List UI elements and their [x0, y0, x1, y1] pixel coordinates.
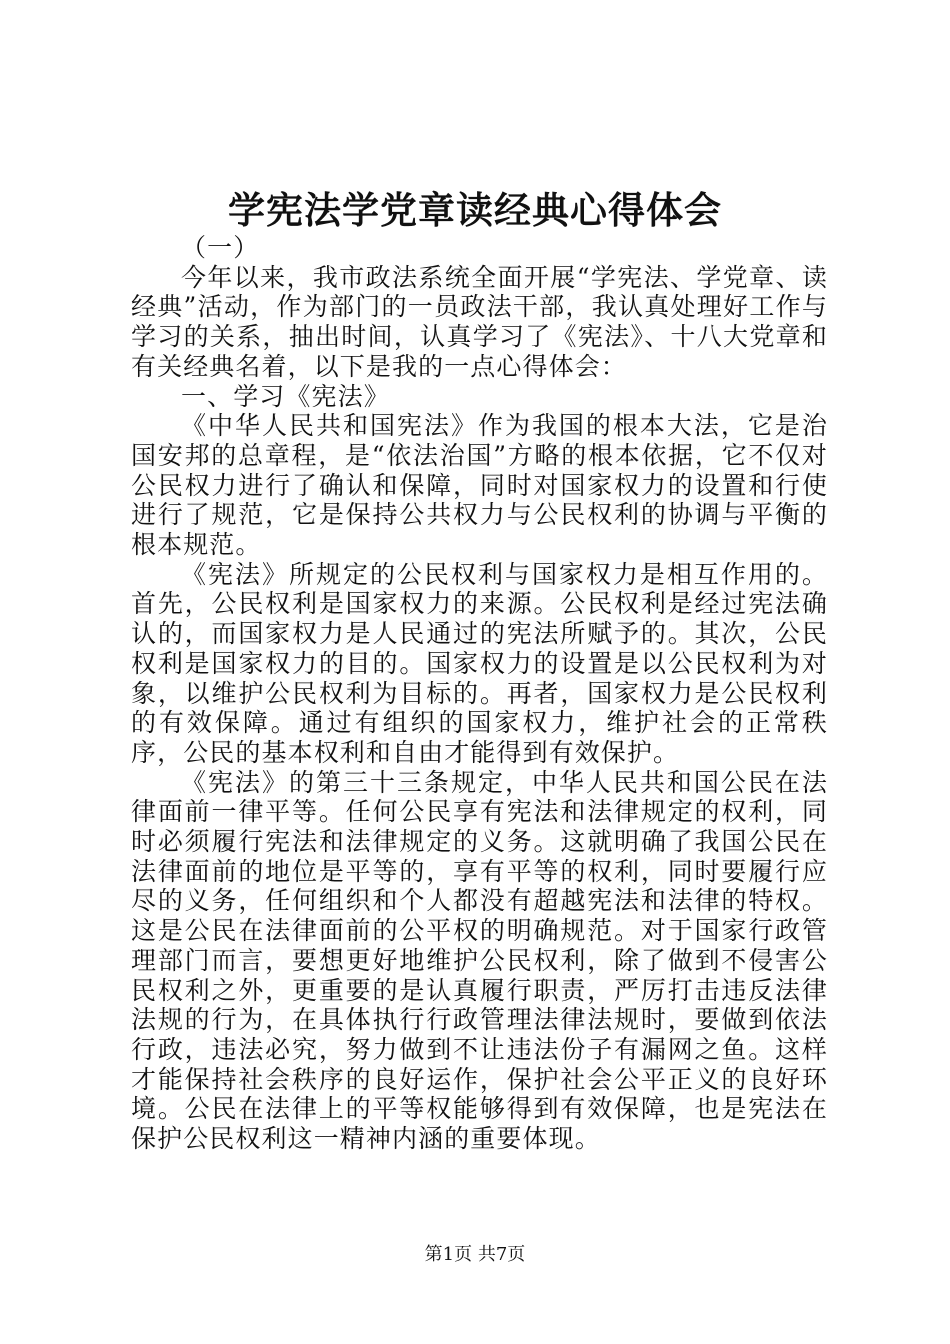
body-paragraph: 《中华人民共和国宪法》作为我国的根本大法，它是治国安邦的总章程，是“依法治国”方略的根本依据，它不仅对公民权力进行了确认和保障，同时对国家权力的设置和行使进行了规范，它是保持公共权力与公民权利的协调与平衡的根本规范。	[131, 411, 828, 560]
page-number-footer: 第1页 共7页	[424, 1244, 526, 1265]
document-title: 学宪法学党章读经典心得体会	[228, 188, 722, 232]
document-body	[131, 233, 828, 1154]
intro-paragraph: 今年以来，我市政法系统全面开展“学宪法、学党章、读经典”活动，作为部门的一员政法干部，我认真处理好工作与学习的关系，抽出时间，认真学习了《宪法》、十八大党章和有关经典名着，以下是我的一点心得体会：	[131, 262, 828, 381]
section-number: （一）	[181, 233, 260, 262]
body-paragraph: 《宪法》的第三十三条规定，中华人民共和国公民在法律面前一律平等。任何公民享有宪法和法律规定的权利，同时必须履行宪法和法律规定的义务。这就明确了我国公民在法律面前的地位是平等的，享有平等的权利，同时要履行应尽的义务，任何组织和个人都没有超越宪法和法律的特权。这是公民在法律面前的公平权的明确规范。对于国家行政管理部门而言，要想更好地维护公民权利，除了做到不侵害公民权利之外，更重要的是认真履行职责，严厉打击违反法律法规的行为，在具体执行行政管理法律法规时，要做到依法行政，违法必究，努力做到不让违法份子有漏网之鱼。这样才能保持社会秩序的良好运作，保护社会公平正义的良好环境。公民在法律上的平等权能够得到有效保障，也是宪法在保护公民权利这一精神内涵的重要体现。	[131, 767, 828, 1154]
body-paragraph: 《宪法》所规定的公民权利与国家权力是相互作用的。首先，公民权利是国家权力的来源。公民权利是经过宪法确认的，而国家权力是人民通过的宪法所赋予的。其次，公民权利是国家权力的目的。国家权力的设置是以公民权利为对象，以维护公民权利为目标的。再者，国家权力是公民权利的有效保障。通过有组织的国家权力，维护社会的正常秩序，公民的基本权利和自由才能得到有效保护。	[131, 559, 828, 767]
section-heading: 一、学习《宪法》	[181, 381, 390, 411]
